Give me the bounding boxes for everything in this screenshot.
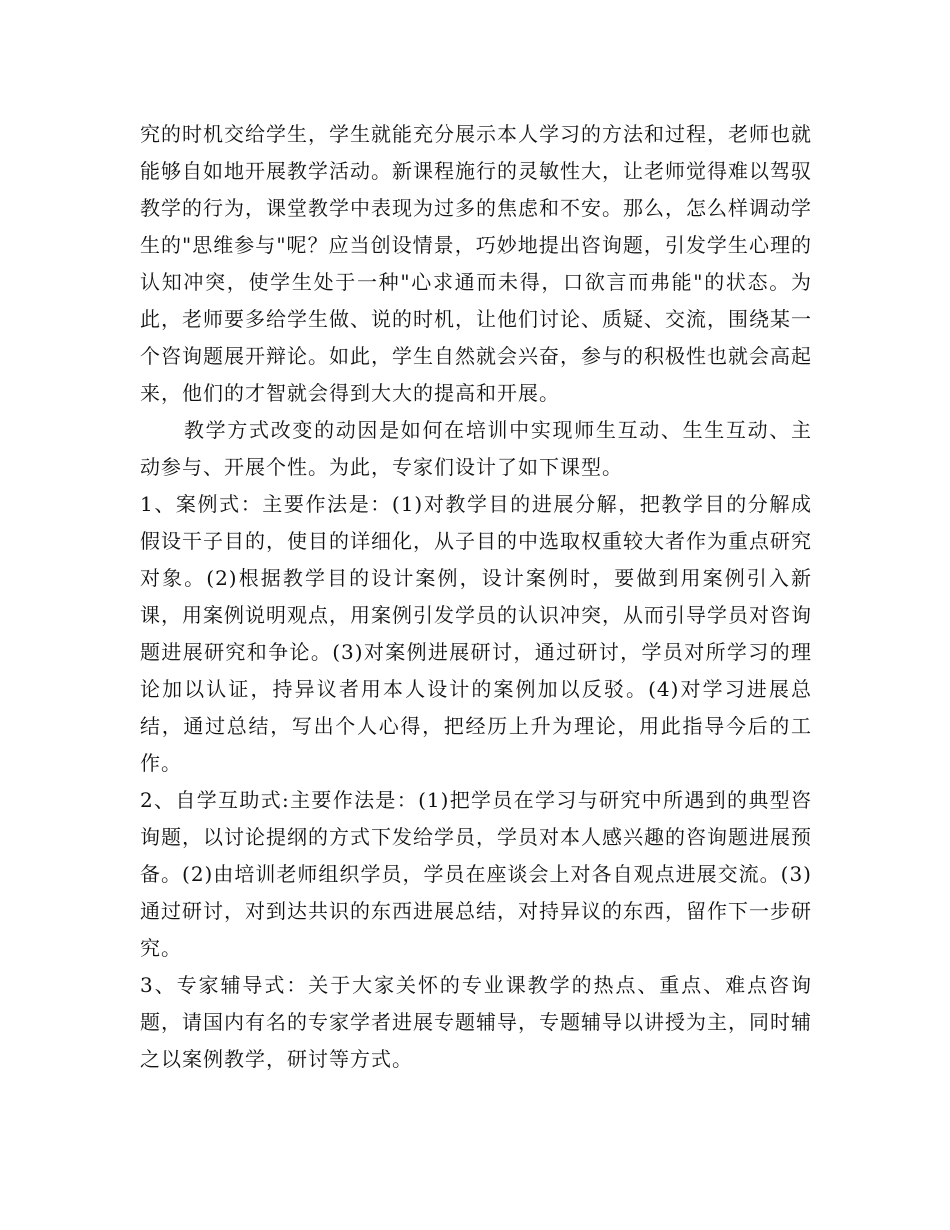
document-body <box>140 116 812 1078</box>
paragraph-expert-guidance: 3、专家辅导式：关于大家关怀的专业课教学的热点、重点、难点咨询题，请国内有名的专家学者进展专题辅导，专题辅导以讲授为主，同时辅之以案例教学，研讨等方式。 <box>140 973 812 1071</box>
paragraph-teaching-method: 教学方式改变的动因是如何在培训中实现师生互动、生生互动、主动参与、开展个性。为此，专家们设计了如下课型。 <box>140 418 812 479</box>
paragraph-case-study: 1、案例式：主要作法是：(1)对教学目的进展分解，把教学目的分解成假设干子目的，使目的详细化，从子目的中选取权重较大者作为重点研究对象。(2)根据教学目的设计案例，设计案例时，要做到用案例引入新课，用案例说明观点，用案例引发学员的认识冲突，从而引导学员对咨询题进展研究和争论。(3)对案例进展研讨，通过研讨，学员对所学习的理论加以认证，持异议者用本人设计的案例加以反驳。(4)对学习进展总结，通过总结，写出个人心得，把经历上升为理论，用此指导今后的工作。 <box>140 492 812 775</box>
paragraph-continuation: 究的时机交给学生，学生就能充分展示本人学习的方法和过程，老师也就能够自如地开展教学活动。新课程施行的灵敏性大，让老师觉得难以驾驭教学的行为，课堂教学中表现为过多的焦虑和不安。那么，怎么样调动学生的"思维参与"呢？应当创设情景，巧妙地提出咨询题，引发学生心理的认知冲突，使学生处于一种"心求通而未得，口欲言而弗能"的状态。为此，老师要多给学生做、说的时机，让他们讨论、质疑、交流，围绕某一个咨询题展开辩论。如此，学生自然就会兴奋，参与的积极性也就会高起来，他们的才智就会得到大大的提高和开展。 <box>140 122 812 405</box>
paragraph-self-study: 2、自学互助式:主要作法是：(1)把学员在学习与研究中所遇到的典型咨询题，以讨论提纲的方式下发给学员，学员对本人感兴趣的咨询题进展预备。(2)由培训老师组织学员，学员在座谈会上对各自观点进展交流。(3)通过研讨，对到达共识的东西进展总结，对持异议的东西，留作下一步研究。 <box>140 788 812 960</box>
